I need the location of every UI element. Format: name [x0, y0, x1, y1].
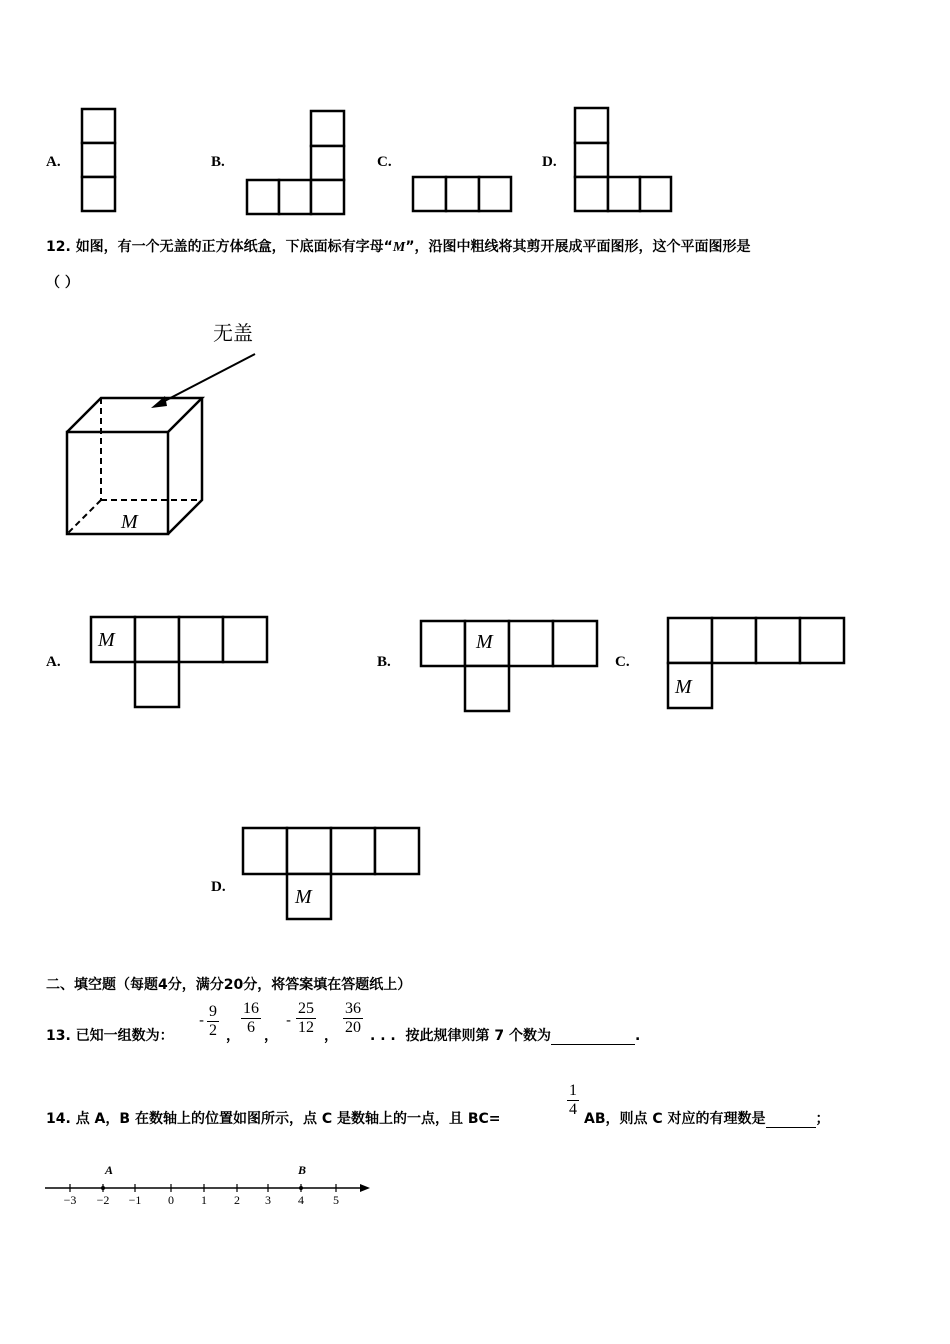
cube-face-letter: M	[121, 511, 138, 533]
q12-option-d-label: D.	[211, 879, 226, 895]
point-marker	[101, 1186, 105, 1190]
q12-text-before: 如图，有一个无盖的正方体纸盒，下底面标有字母“	[75, 239, 393, 255]
q13-fraction-3-den: 12	[298, 1019, 314, 1036]
point-a-label: A	[105, 1163, 114, 1177]
q13-fraction-1-num: 9	[209, 1003, 217, 1020]
q13-comma-3: ，	[324, 1028, 338, 1044]
q13-prefix-line	[46, 1025, 174, 1045]
q13-prefix: 已知一组数为：	[75, 1028, 174, 1044]
q11-option-c-label: C.	[377, 154, 392, 170]
q12-option-d-net	[240, 825, 424, 925]
q13-answer-blank[interactable]	[551, 1028, 635, 1045]
q13-fraction-4-num: 36	[345, 1000, 361, 1017]
q13-dots: . . .	[370, 1028, 396, 1044]
q14-text1: 点 A，B 在数轴上的位置如图所示，点 C 是数轴上的一点，且 BC=	[75, 1111, 501, 1127]
section2-heading: 二、填空题（每题4分，满分20分，将答案填在答题纸上）	[46, 977, 412, 993]
q13-fraction-2	[241, 1000, 261, 1037]
q14-fraction	[567, 1082, 579, 1119]
q12-option-c-net	[665, 615, 849, 713]
q13-fraction-2-num: 16	[243, 1000, 259, 1017]
axis-arrow	[360, 1184, 370, 1192]
q12-answer-paren: （ ）	[46, 275, 79, 291]
q13-number: 13.	[46, 1028, 71, 1044]
q14-answer-blank[interactable]	[766, 1111, 816, 1128]
q14-number: 14.	[46, 1111, 71, 1127]
q11-option-c-figure	[410, 174, 514, 216]
q12-option-b-label: B.	[377, 654, 391, 670]
q13-tail	[370, 1025, 640, 1045]
axis-tick-label: 4	[298, 1193, 304, 1207]
axis-tick-label: 1	[201, 1193, 207, 1207]
q13-fraction-2-den: 6	[247, 1019, 255, 1036]
axis-tick-label: −3	[63, 1193, 77, 1207]
q12-number: 12.	[46, 239, 71, 255]
q12-cube-figure	[55, 310, 275, 550]
q12-option-a-net	[88, 614, 272, 712]
q13-fraction-1	[207, 1003, 219, 1040]
q14-fraction-num: 1	[569, 1082, 577, 1099]
net-d-letter: M	[295, 886, 312, 908]
q13-fraction-4	[343, 1000, 363, 1037]
q12-option-a-label: A.	[46, 654, 61, 670]
q11-option-a-label: A.	[46, 154, 61, 170]
q14-text2: AB，则点 C 对应的有理数是	[584, 1111, 766, 1127]
point-b-label: B	[298, 1163, 307, 1177]
q11-option-a-figure	[78, 105, 120, 217]
axis-tick-label: −1	[128, 1193, 142, 1207]
q14-number-line	[40, 1160, 380, 1210]
net-a-letter: M	[98, 629, 115, 651]
q13-end: .	[634, 1028, 641, 1044]
q12-letter: M	[392, 240, 406, 255]
q11-option-d-figure	[572, 105, 676, 217]
q13-suffix: 按此规律则第 7 个数为	[405, 1028, 551, 1044]
net-c-letter: M	[675, 676, 692, 698]
q13-sign-3: -	[286, 1013, 292, 1029]
q12-option-b-net	[418, 618, 602, 716]
q12-option-c-label: C.	[615, 654, 630, 670]
q14-line-2	[584, 1108, 830, 1128]
axis-tick-label: 5	[333, 1193, 339, 1207]
axis-tick-label: 3	[265, 1193, 271, 1207]
q12-stem	[46, 236, 751, 256]
q13-fraction-1-den: 2	[209, 1022, 217, 1039]
axis-tick-labels	[64, 1193, 339, 1207]
q11-option-b-figure	[244, 108, 348, 218]
q13-fraction-4-den: 20	[345, 1019, 361, 1036]
q13-comma-1: ，	[226, 1028, 240, 1044]
q13-fraction-3-num: 25	[298, 1000, 314, 1017]
q12-text-after: ”，沿图中粗线将其剪开展成平面图形，这个平面图形是	[405, 239, 751, 255]
q11-option-b-label: B.	[211, 154, 225, 170]
point-marker	[299, 1186, 303, 1190]
q13-sign-1: -	[199, 1013, 205, 1029]
net-b-letter: M	[476, 631, 493, 653]
q13-comma-2: ，	[264, 1028, 278, 1044]
q14-fraction-den: 4	[569, 1101, 577, 1118]
q13-fraction-3	[296, 1000, 316, 1037]
axis-tick-label: 2	[234, 1193, 240, 1207]
cube-caption: 无盖	[213, 323, 253, 345]
q11-option-d-label: D.	[542, 154, 557, 170]
axis-tick-label: 0	[168, 1193, 174, 1207]
q14-end: ；	[815, 1111, 830, 1127]
q14-line	[46, 1108, 501, 1128]
axis-tick-label: −2	[96, 1193, 110, 1207]
